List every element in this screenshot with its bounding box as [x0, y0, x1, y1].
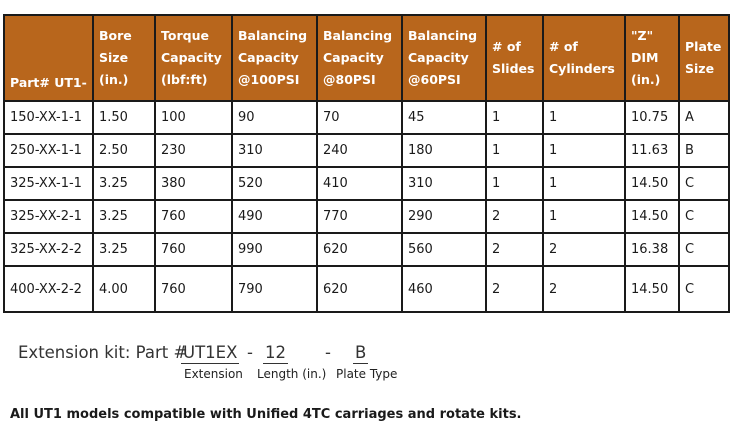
header-z-dim: "Z" DIM (in.)	[625, 15, 679, 101]
cell-cylinders: 2	[543, 233, 625, 266]
cell-balancing-100psi: 790	[232, 266, 317, 312]
cell-balancing-60psi: 560	[402, 233, 486, 266]
cell-balancing-100psi: 310	[232, 134, 317, 167]
header-balancing-100psi: Balancing Capacity @100PSI	[232, 15, 317, 101]
kit-plate: B	[355, 343, 367, 362]
specs-table	[3, 14, 730, 313]
cell-bore-size: 3.25	[93, 167, 155, 200]
kit-dash-1: -	[247, 343, 253, 362]
table-row	[4, 266, 729, 312]
cell-slides: 1	[486, 101, 543, 134]
cell-part-number: 150-XX-1-1	[4, 101, 93, 134]
cell-slides: 2	[486, 233, 543, 266]
cell-balancing-60psi: 310	[402, 167, 486, 200]
cell-torque-capacity: 100	[155, 101, 232, 134]
cell-balancing-100psi: 490	[232, 200, 317, 233]
cell-slides: 1	[486, 167, 543, 200]
cell-balancing-80psi: 70	[317, 101, 402, 134]
kit-caption-length: Length (in.)	[257, 367, 327, 381]
header-cylinders: # of Cylinders	[543, 15, 625, 101]
cell-plate-size: C	[679, 233, 729, 266]
cell-bore-size: 1.50	[93, 101, 155, 134]
cell-balancing-60psi: 180	[402, 134, 486, 167]
cell-z-dim: 10.75	[625, 101, 679, 134]
cell-balancing-100psi: 520	[232, 167, 317, 200]
table-row	[4, 167, 729, 200]
cell-z-dim: 14.50	[625, 167, 679, 200]
cell-plate-size: C	[679, 200, 729, 233]
cell-bore-size: 3.25	[93, 233, 155, 266]
cell-torque-capacity: 760	[155, 200, 232, 233]
cell-balancing-80psi: 770	[317, 200, 402, 233]
cell-plate-size: B	[679, 134, 729, 167]
cell-slides: 1	[486, 134, 543, 167]
kit-part: UT1EX	[183, 343, 238, 362]
cell-bore-size: 2.50	[93, 134, 155, 167]
cell-torque-capacity: 760	[155, 233, 232, 266]
cell-z-dim: 11.63	[625, 134, 679, 167]
cell-balancing-60psi: 45	[402, 101, 486, 134]
table-row	[4, 101, 729, 134]
cell-torque-capacity: 230	[155, 134, 232, 167]
cell-plate-size: C	[679, 266, 729, 312]
cell-balancing-80psi: 620	[317, 233, 402, 266]
cell-cylinders: 1	[543, 167, 625, 200]
cell-cylinders: 1	[543, 200, 625, 233]
header-row	[4, 15, 729, 101]
cell-part-number: 250-XX-1-1	[4, 134, 93, 167]
cell-balancing-100psi: 90	[232, 101, 317, 134]
cell-bore-size: 3.25	[93, 200, 155, 233]
table-row	[4, 134, 729, 167]
kit-dash-2: -	[325, 343, 331, 362]
kit-label: Extension kit: Part #	[18, 343, 188, 362]
kit-length: 12	[265, 343, 286, 362]
cell-balancing-80psi: 410	[317, 167, 402, 200]
cell-slides: 2	[486, 200, 543, 233]
cell-bore-size: 4.00	[93, 266, 155, 312]
header-part: Part# UT1-	[4, 15, 93, 101]
cell-part-number: 400-XX-2-2	[4, 266, 93, 312]
cell-balancing-100psi: 990	[232, 233, 317, 266]
cell-slides: 2	[486, 266, 543, 312]
cell-torque-capacity: 760	[155, 266, 232, 312]
cell-balancing-60psi: 460	[402, 266, 486, 312]
cell-torque-capacity: 380	[155, 167, 232, 200]
cell-z-dim: 14.50	[625, 200, 679, 233]
cell-plate-size: C	[679, 167, 729, 200]
cell-part-number: 325-XX-2-1	[4, 200, 93, 233]
table-row	[4, 200, 729, 233]
cell-cylinders: 1	[543, 101, 625, 134]
compatibility-note: All UT1 models compatible with Unified 4TC carriages and rotate kits.	[10, 407, 522, 422]
header-balancing-80psi: Balancing Capacity @80PSI	[317, 15, 402, 101]
header-bore-size: Bore Size (in.)	[93, 15, 155, 101]
table-row	[4, 233, 729, 266]
cell-balancing-80psi: 240	[317, 134, 402, 167]
cell-cylinders: 1	[543, 134, 625, 167]
cell-z-dim: 14.50	[625, 266, 679, 312]
cell-part-number: 325-XX-1-1	[4, 167, 93, 200]
cell-z-dim: 16.38	[625, 233, 679, 266]
cell-cylinders: 2	[543, 266, 625, 312]
header-torque-capacity: Torque Capacity (lbf:ft)	[155, 15, 232, 101]
kit-caption-extension: Extension	[184, 367, 243, 381]
header-plate-size: Plate Size	[679, 15, 729, 101]
kit-caption-plate: Plate Type	[336, 367, 398, 381]
cell-plate-size: A	[679, 101, 729, 134]
header-balancing-60psi: Balancing Capacity @60PSI	[402, 15, 486, 101]
cell-part-number: 325-XX-2-2	[4, 233, 93, 266]
cell-balancing-60psi: 290	[402, 200, 486, 233]
header-slides: # of Slides	[486, 15, 543, 101]
cell-balancing-80psi: 620	[317, 266, 402, 312]
